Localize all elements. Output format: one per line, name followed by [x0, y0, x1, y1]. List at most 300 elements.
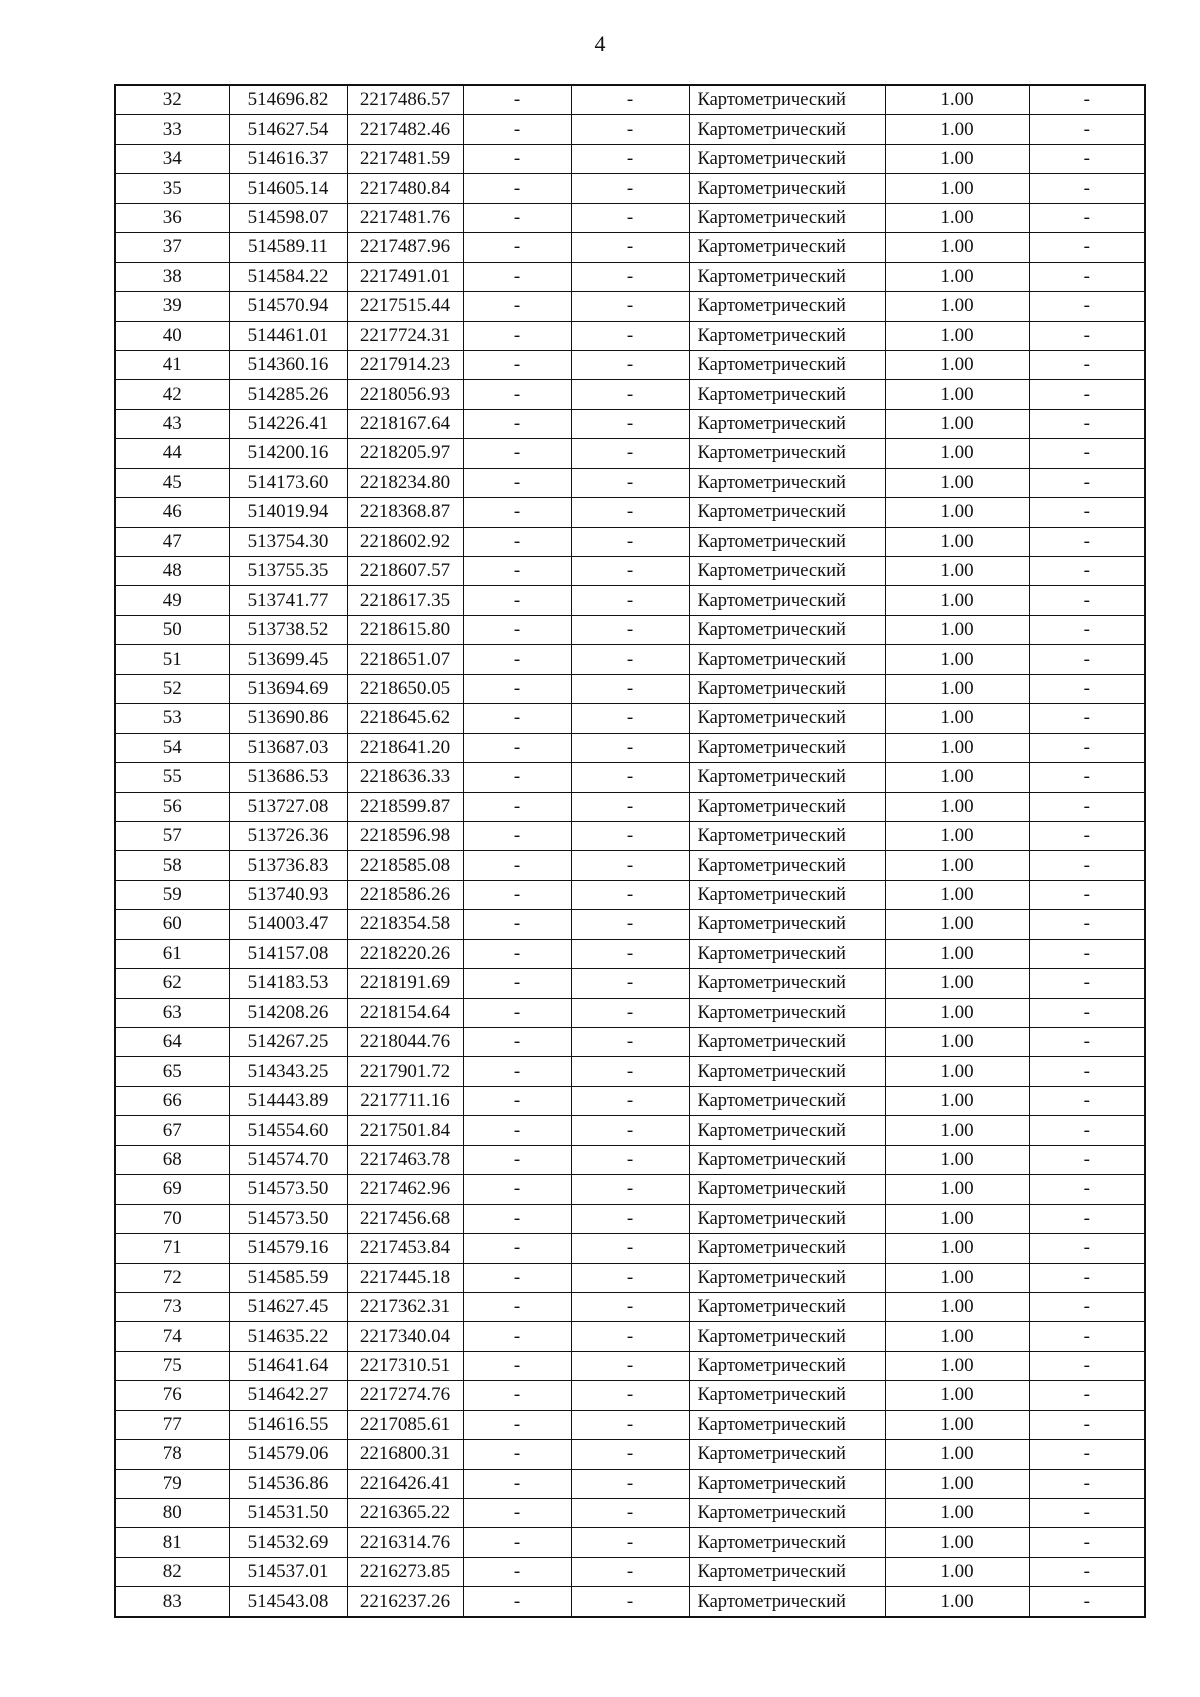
- method-cell: Картометрический: [689, 262, 885, 291]
- x-coordinate-cell: 514208.26: [229, 998, 347, 1027]
- method-cell: Картометрический: [689, 851, 885, 880]
- method-cell: Картометрический: [689, 1322, 885, 1351]
- empty-value-cell: -: [463, 792, 571, 821]
- empty-value-cell: -: [571, 439, 689, 468]
- table-row: [115, 85, 1145, 115]
- point-number-cell: 80: [115, 1499, 229, 1528]
- empty-value-cell: -: [1029, 1528, 1145, 1557]
- empty-value-cell: -: [1029, 557, 1145, 586]
- method-cell: Картометрический: [689, 1086, 885, 1115]
- table-row: [115, 350, 1145, 379]
- empty-value-cell: -: [463, 380, 571, 409]
- method-cell: Картометрический: [689, 763, 885, 792]
- empty-value-cell: -: [571, 527, 689, 556]
- precision-cell: 1.00: [885, 1116, 1029, 1145]
- empty-value-cell: -: [463, 910, 571, 939]
- table-row: [115, 1145, 1145, 1174]
- precision-cell: 1.00: [885, 763, 1029, 792]
- table-row: [115, 1322, 1145, 1351]
- y-coordinate-cell: 2218636.33: [347, 763, 463, 792]
- precision-cell: 1.00: [885, 1410, 1029, 1439]
- table-row: [115, 704, 1145, 733]
- empty-value-cell: -: [1029, 1469, 1145, 1498]
- empty-value-cell: -: [463, 1469, 571, 1498]
- x-coordinate-cell: 513736.83: [229, 851, 347, 880]
- y-coordinate-cell: 2217274.76: [347, 1381, 463, 1410]
- method-cell: Картометрический: [689, 792, 885, 821]
- table-row: [115, 645, 1145, 674]
- point-number-cell: 60: [115, 910, 229, 939]
- x-coordinate-cell: 514579.06: [229, 1440, 347, 1469]
- point-number-cell: 82: [115, 1557, 229, 1586]
- empty-value-cell: -: [1029, 704, 1145, 733]
- x-coordinate-cell: 513755.35: [229, 557, 347, 586]
- point-number-cell: 70: [115, 1204, 229, 1233]
- table-row: [115, 468, 1145, 497]
- y-coordinate-cell: 2217463.78: [347, 1145, 463, 1174]
- y-coordinate-cell: 2217914.23: [347, 350, 463, 379]
- empty-value-cell: -: [1029, 1292, 1145, 1321]
- table-row: [115, 792, 1145, 821]
- empty-value-cell: -: [571, 1057, 689, 1086]
- table-row: [115, 1410, 1145, 1439]
- point-number-cell: 69: [115, 1175, 229, 1204]
- empty-value-cell: -: [571, 380, 689, 409]
- precision-cell: 1.00: [885, 1499, 1029, 1528]
- y-coordinate-cell: 2216426.41: [347, 1469, 463, 1498]
- empty-value-cell: -: [463, 233, 571, 262]
- y-coordinate-cell: 2218599.87: [347, 792, 463, 821]
- precision-cell: 1.00: [885, 409, 1029, 438]
- point-number-cell: 74: [115, 1322, 229, 1351]
- empty-value-cell: -: [463, 439, 571, 468]
- x-coordinate-cell: 514267.25: [229, 1028, 347, 1057]
- empty-value-cell: -: [571, 350, 689, 379]
- empty-value-cell: -: [571, 85, 689, 115]
- precision-cell: 1.00: [885, 144, 1029, 173]
- precision-cell: 1.00: [885, 880, 1029, 909]
- empty-value-cell: -: [1029, 144, 1145, 173]
- empty-value-cell: -: [463, 969, 571, 998]
- empty-value-cell: -: [571, 174, 689, 203]
- method-cell: Картометрический: [689, 292, 885, 321]
- empty-value-cell: -: [571, 586, 689, 615]
- empty-value-cell: -: [463, 851, 571, 880]
- x-coordinate-cell: 514573.50: [229, 1204, 347, 1233]
- empty-value-cell: -: [463, 998, 571, 1027]
- point-number-cell: 48: [115, 557, 229, 586]
- x-coordinate-cell: 513741.77: [229, 586, 347, 615]
- precision-cell: 1.00: [885, 674, 1029, 703]
- y-coordinate-cell: 2217711.16: [347, 1086, 463, 1115]
- x-coordinate-cell: 514616.55: [229, 1410, 347, 1439]
- point-number-cell: 59: [115, 880, 229, 909]
- point-number-cell: 55: [115, 763, 229, 792]
- point-number-cell: 75: [115, 1351, 229, 1380]
- y-coordinate-cell: 2218645.62: [347, 704, 463, 733]
- table-row: [115, 586, 1145, 615]
- precision-cell: 1.00: [885, 969, 1029, 998]
- x-coordinate-cell: 514585.59: [229, 1263, 347, 1292]
- method-cell: Картометрический: [689, 85, 885, 115]
- empty-value-cell: -: [571, 1263, 689, 1292]
- point-number-cell: 36: [115, 203, 229, 232]
- y-coordinate-cell: 2218607.57: [347, 557, 463, 586]
- y-coordinate-cell: 2216273.85: [347, 1557, 463, 1586]
- empty-value-cell: -: [571, 262, 689, 291]
- empty-value-cell: -: [1029, 1410, 1145, 1439]
- y-coordinate-cell: 2217462.96: [347, 1175, 463, 1204]
- y-coordinate-cell: 2218641.20: [347, 733, 463, 762]
- page-number: 4: [594, 31, 606, 56]
- method-cell: Картометрический: [689, 174, 885, 203]
- table-row: [115, 527, 1145, 556]
- point-number-cell: 32: [115, 85, 229, 115]
- method-cell: Картометрический: [689, 1057, 885, 1086]
- precision-cell: 1.00: [885, 321, 1029, 350]
- point-number-cell: 42: [115, 380, 229, 409]
- table-row: [115, 733, 1145, 762]
- precision-cell: 1.00: [885, 792, 1029, 821]
- point-number-cell: 73: [115, 1292, 229, 1321]
- point-number-cell: 61: [115, 939, 229, 968]
- y-coordinate-cell: 2218167.64: [347, 409, 463, 438]
- x-coordinate-cell: 514616.37: [229, 144, 347, 173]
- empty-value-cell: -: [1029, 115, 1145, 144]
- empty-value-cell: -: [571, 998, 689, 1027]
- point-number-cell: 43: [115, 409, 229, 438]
- point-number-cell: 49: [115, 586, 229, 615]
- x-coordinate-cell: 514461.01: [229, 321, 347, 350]
- table-row: [115, 1557, 1145, 1586]
- empty-value-cell: -: [1029, 1234, 1145, 1263]
- empty-value-cell: -: [1029, 674, 1145, 703]
- method-cell: Картометрический: [689, 1116, 885, 1145]
- y-coordinate-cell: 2218617.35: [347, 586, 463, 615]
- x-coordinate-cell: 514574.70: [229, 1145, 347, 1174]
- empty-value-cell: -: [463, 763, 571, 792]
- x-coordinate-cell: 513694.69: [229, 674, 347, 703]
- empty-value-cell: -: [1029, 1499, 1145, 1528]
- empty-value-cell: -: [1029, 380, 1145, 409]
- table-row: [115, 557, 1145, 586]
- empty-value-cell: -: [463, 1557, 571, 1586]
- empty-value-cell: -: [571, 939, 689, 968]
- table-row: [115, 321, 1145, 350]
- precision-cell: 1.00: [885, 203, 1029, 232]
- method-cell: Картометрический: [689, 380, 885, 409]
- x-coordinate-cell: 513686.53: [229, 763, 347, 792]
- precision-cell: 1.00: [885, 262, 1029, 291]
- precision-cell: 1.00: [885, 1557, 1029, 1586]
- table-row: [115, 763, 1145, 792]
- x-coordinate-cell: 514531.50: [229, 1499, 347, 1528]
- empty-value-cell: -: [1029, 1175, 1145, 1204]
- precision-cell: 1.00: [885, 115, 1029, 144]
- method-cell: Картометрический: [689, 203, 885, 232]
- table-row: [115, 939, 1145, 968]
- precision-cell: 1.00: [885, 527, 1029, 556]
- table-row: [115, 851, 1145, 880]
- point-number-cell: 64: [115, 1028, 229, 1057]
- y-coordinate-cell: 2218585.08: [347, 851, 463, 880]
- y-coordinate-cell: 2217362.31: [347, 1292, 463, 1321]
- precision-cell: 1.00: [885, 1351, 1029, 1380]
- x-coordinate-cell: 514696.82: [229, 85, 347, 115]
- point-number-cell: 40: [115, 321, 229, 350]
- table-row: [115, 174, 1145, 203]
- method-cell: Картометрический: [689, 1234, 885, 1263]
- method-cell: Картометрический: [689, 586, 885, 615]
- table-row: [115, 969, 1145, 998]
- precision-cell: 1.00: [885, 1263, 1029, 1292]
- method-cell: Картометрический: [689, 1557, 885, 1586]
- x-coordinate-cell: 513699.45: [229, 645, 347, 674]
- precision-cell: 1.00: [885, 1175, 1029, 1204]
- empty-value-cell: -: [463, 1175, 571, 1204]
- method-cell: Картометрический: [689, 1587, 885, 1617]
- method-cell: Картометрический: [689, 1351, 885, 1380]
- method-cell: Картометрический: [689, 350, 885, 379]
- table-row: [115, 262, 1145, 291]
- empty-value-cell: -: [1029, 1116, 1145, 1145]
- precision-cell: 1.00: [885, 851, 1029, 880]
- precision-cell: 1.00: [885, 439, 1029, 468]
- empty-value-cell: -: [463, 1263, 571, 1292]
- empty-value-cell: -: [1029, 1086, 1145, 1115]
- empty-value-cell: -: [571, 851, 689, 880]
- table-row: [115, 498, 1145, 527]
- precision-cell: 1.00: [885, 733, 1029, 762]
- empty-value-cell: -: [571, 468, 689, 497]
- method-cell: Картометрический: [689, 1292, 885, 1321]
- table-row: [115, 998, 1145, 1027]
- point-number-cell: 68: [115, 1145, 229, 1174]
- empty-value-cell: -: [463, 674, 571, 703]
- empty-value-cell: -: [1029, 1381, 1145, 1410]
- y-coordinate-cell: 2218044.76: [347, 1028, 463, 1057]
- point-number-cell: 79: [115, 1469, 229, 1498]
- method-cell: Картометрический: [689, 439, 885, 468]
- point-number-cell: 58: [115, 851, 229, 880]
- y-coordinate-cell: 2218651.07: [347, 645, 463, 674]
- method-cell: Картометрический: [689, 998, 885, 1027]
- empty-value-cell: -: [571, 1086, 689, 1115]
- precision-cell: 1.00: [885, 704, 1029, 733]
- empty-value-cell: -: [463, 586, 571, 615]
- empty-value-cell: -: [463, 203, 571, 232]
- empty-value-cell: -: [1029, 821, 1145, 850]
- table-row: [115, 292, 1145, 321]
- empty-value-cell: -: [463, 1086, 571, 1115]
- x-coordinate-cell: 514019.94: [229, 498, 347, 527]
- y-coordinate-cell: 2217453.84: [347, 1234, 463, 1263]
- precision-cell: 1.00: [885, 1057, 1029, 1086]
- point-number-cell: 78: [115, 1440, 229, 1469]
- method-cell: Картометрический: [689, 1440, 885, 1469]
- point-number-cell: 50: [115, 615, 229, 644]
- method-cell: Картометрический: [689, 1381, 885, 1410]
- y-coordinate-cell: 2217482.46: [347, 115, 463, 144]
- empty-value-cell: -: [1029, 1263, 1145, 1292]
- y-coordinate-cell: 2218602.92: [347, 527, 463, 556]
- empty-value-cell: -: [463, 939, 571, 968]
- precision-cell: 1.00: [885, 292, 1029, 321]
- x-coordinate-cell: 514627.54: [229, 115, 347, 144]
- empty-value-cell: -: [1029, 498, 1145, 527]
- empty-value-cell: -: [1029, 409, 1145, 438]
- empty-value-cell: -: [463, 174, 571, 203]
- table-row: [115, 1234, 1145, 1263]
- x-coordinate-cell: 514641.64: [229, 1351, 347, 1380]
- x-coordinate-cell: 514554.60: [229, 1116, 347, 1145]
- point-number-cell: 83: [115, 1587, 229, 1617]
- point-number-cell: 37: [115, 233, 229, 262]
- empty-value-cell: -: [1029, 350, 1145, 379]
- table-row: [115, 1028, 1145, 1057]
- empty-value-cell: -: [571, 115, 689, 144]
- x-coordinate-cell: 514443.89: [229, 1086, 347, 1115]
- empty-value-cell: -: [571, 557, 689, 586]
- x-coordinate-cell: 514573.50: [229, 1175, 347, 1204]
- precision-cell: 1.00: [885, 1322, 1029, 1351]
- empty-value-cell: -: [463, 1292, 571, 1321]
- precision-cell: 1.00: [885, 1528, 1029, 1557]
- x-coordinate-cell: 513687.03: [229, 733, 347, 762]
- precision-cell: 1.00: [885, 998, 1029, 1027]
- x-coordinate-cell: 514635.22: [229, 1322, 347, 1351]
- y-coordinate-cell: 2217480.84: [347, 174, 463, 203]
- y-coordinate-cell: 2216237.26: [347, 1587, 463, 1617]
- precision-cell: 1.00: [885, 350, 1029, 379]
- empty-value-cell: -: [1029, 763, 1145, 792]
- empty-value-cell: -: [1029, 174, 1145, 203]
- precision-cell: 1.00: [885, 821, 1029, 850]
- method-cell: Картометрический: [689, 1410, 885, 1439]
- x-coordinate-cell: 514584.22: [229, 262, 347, 291]
- point-number-cell: 34: [115, 144, 229, 173]
- empty-value-cell: -: [571, 1528, 689, 1557]
- y-coordinate-cell: 2217340.04: [347, 1322, 463, 1351]
- point-number-cell: 72: [115, 1263, 229, 1292]
- x-coordinate-cell: 514537.01: [229, 1557, 347, 1586]
- table-row: [115, 439, 1145, 468]
- precision-cell: 1.00: [885, 939, 1029, 968]
- empty-value-cell: -: [571, 704, 689, 733]
- point-number-cell: 52: [115, 674, 229, 703]
- empty-value-cell: -: [463, 321, 571, 350]
- precision-cell: 1.00: [885, 1440, 1029, 1469]
- empty-value-cell: -: [571, 1440, 689, 1469]
- x-coordinate-cell: 514226.41: [229, 409, 347, 438]
- x-coordinate-cell: 514605.14: [229, 174, 347, 203]
- method-cell: Картометрический: [689, 233, 885, 262]
- x-coordinate-cell: 514360.16: [229, 350, 347, 379]
- point-number-cell: 66: [115, 1086, 229, 1115]
- empty-value-cell: -: [571, 1410, 689, 1439]
- y-coordinate-cell: 2217491.01: [347, 262, 463, 291]
- x-coordinate-cell: 514200.16: [229, 439, 347, 468]
- x-coordinate-cell: 514183.53: [229, 969, 347, 998]
- x-coordinate-cell: 514173.60: [229, 468, 347, 497]
- table-row: [115, 115, 1145, 144]
- empty-value-cell: -: [1029, 998, 1145, 1027]
- y-coordinate-cell: 2217456.68: [347, 1204, 463, 1233]
- table-row: [115, 1116, 1145, 1145]
- empty-value-cell: -: [571, 1351, 689, 1380]
- method-cell: Картометрический: [689, 880, 885, 909]
- x-coordinate-cell: 514642.27: [229, 1381, 347, 1410]
- empty-value-cell: -: [571, 203, 689, 232]
- x-coordinate-cell: 514579.16: [229, 1234, 347, 1263]
- precision-cell: 1.00: [885, 468, 1029, 497]
- empty-value-cell: -: [571, 233, 689, 262]
- table-row: [115, 1204, 1145, 1233]
- empty-value-cell: -: [463, 527, 571, 556]
- method-cell: Картометрический: [689, 1499, 885, 1528]
- y-coordinate-cell: 2218234.80: [347, 468, 463, 497]
- y-coordinate-cell: 2218220.26: [347, 939, 463, 968]
- method-cell: Картометрический: [689, 1028, 885, 1057]
- empty-value-cell: -: [1029, 203, 1145, 232]
- empty-value-cell: -: [571, 880, 689, 909]
- x-coordinate-cell: 513690.86: [229, 704, 347, 733]
- empty-value-cell: -: [571, 792, 689, 821]
- y-coordinate-cell: 2217724.31: [347, 321, 463, 350]
- table-row: [115, 1292, 1145, 1321]
- method-cell: Картометрический: [689, 1175, 885, 1204]
- empty-value-cell: -: [571, 1145, 689, 1174]
- precision-cell: 1.00: [885, 1292, 1029, 1321]
- x-coordinate-cell: 513727.08: [229, 792, 347, 821]
- table-row: [115, 1587, 1145, 1617]
- empty-value-cell: -: [463, 557, 571, 586]
- method-cell: Картометрический: [689, 1528, 885, 1557]
- method-cell: Картометрический: [689, 910, 885, 939]
- point-number-cell: 38: [115, 262, 229, 291]
- empty-value-cell: -: [463, 615, 571, 644]
- method-cell: Картометрический: [689, 674, 885, 703]
- x-coordinate-cell: 514627.45: [229, 1292, 347, 1321]
- point-number-cell: 63: [115, 998, 229, 1027]
- method-cell: Картометрический: [689, 704, 885, 733]
- point-number-cell: 41: [115, 350, 229, 379]
- empty-value-cell: -: [571, 821, 689, 850]
- y-coordinate-cell: 2218354.58: [347, 910, 463, 939]
- y-coordinate-cell: 2217515.44: [347, 292, 463, 321]
- table-row: [115, 615, 1145, 644]
- method-cell: Картометрический: [689, 527, 885, 556]
- empty-value-cell: -: [1029, 1057, 1145, 1086]
- empty-value-cell: -: [463, 1057, 571, 1086]
- empty-value-cell: -: [571, 733, 689, 762]
- y-coordinate-cell: 2218586.26: [347, 880, 463, 909]
- x-coordinate-cell: 513754.30: [229, 527, 347, 556]
- precision-cell: 1.00: [885, 380, 1029, 409]
- point-number-cell: 71: [115, 1234, 229, 1263]
- precision-cell: 1.00: [885, 910, 1029, 939]
- point-number-cell: 56: [115, 792, 229, 821]
- empty-value-cell: -: [571, 1469, 689, 1498]
- precision-cell: 1.00: [885, 85, 1029, 115]
- precision-cell: 1.00: [885, 557, 1029, 586]
- empty-value-cell: -: [1029, 615, 1145, 644]
- empty-value-cell: -: [1029, 1440, 1145, 1469]
- empty-value-cell: -: [1029, 321, 1145, 350]
- empty-value-cell: -: [463, 1028, 571, 1057]
- empty-value-cell: -: [1029, 645, 1145, 674]
- y-coordinate-cell: 2216314.76: [347, 1528, 463, 1557]
